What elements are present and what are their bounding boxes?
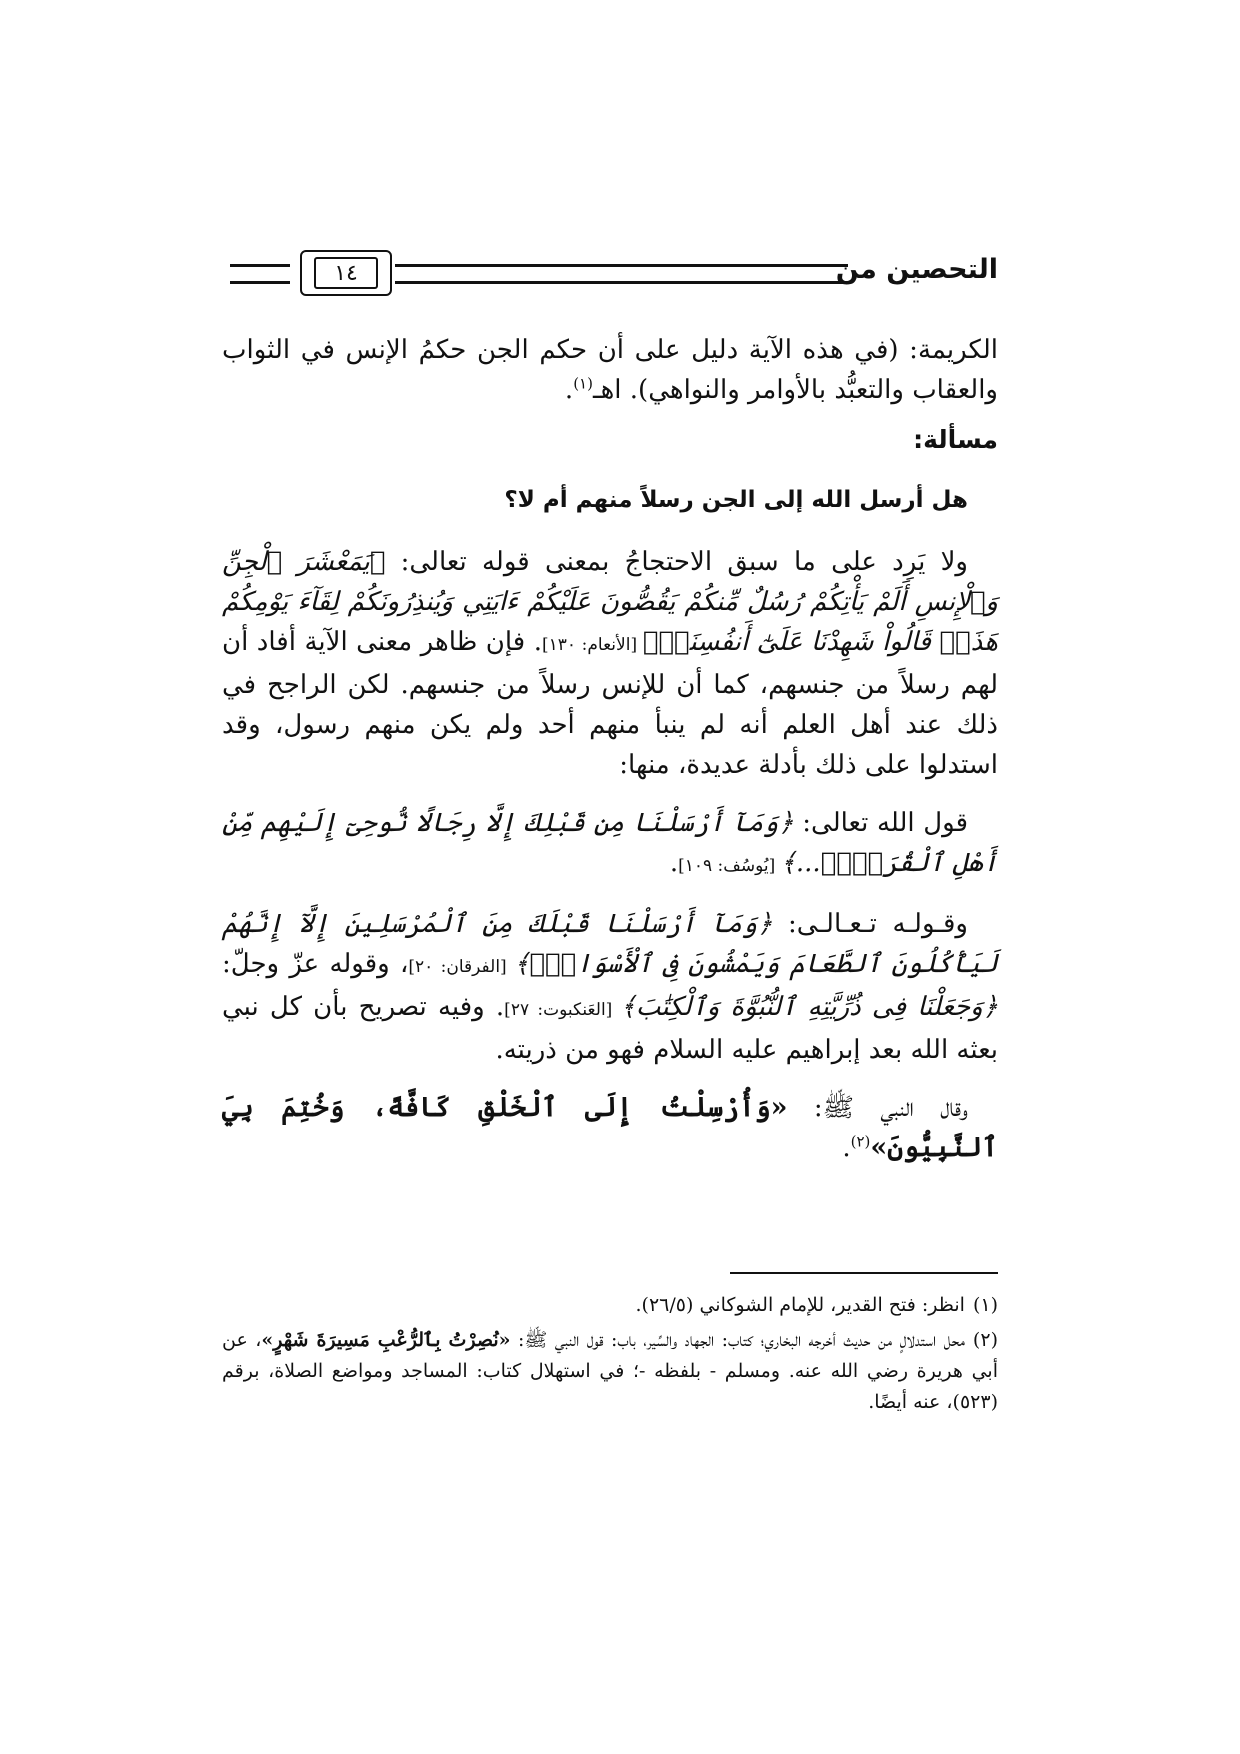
paragraph-5-end: . — [842, 1133, 851, 1163]
header-rule-short — [230, 264, 290, 284]
footnote-2-continuation: ، عن أبي هريرة رضي الله عنه. ومسلم - بلفظه -؛ في استهلال كتاب: المساجد ومواضع الصلاة، برقم (٥٢٣)، عنه أيضًا. — [222, 1329, 998, 1413]
hadith-quote: «وَأُرْسِلْتُ إِلَى ٱلْخَلْقِ كَافَّةً، وَخُتِمَ بِيَ ٱلنَّبِيُّونَ» — [222, 1092, 998, 1163]
paragraph-4-text: وقـولـه تـعـالـى: — [772, 909, 968, 939]
quran-verse-yusuf: ﴿وَمَآ أَرْسَلْنَا مِن قَبْلِكَ إِلَّا رِجَالًا نُّوحِىٓ إِلَيْهِم مِّنْ أَهْلِ ٱلْقُرَىٰٓۗ...﴾ — [222, 808, 998, 878]
paragraph-5-text: وقال النبي ﷺ: — [787, 1093, 969, 1123]
page-number-frame — [300, 250, 392, 296]
footnote-1-number: (١) — [972, 1294, 998, 1316]
header-rule-long — [395, 264, 848, 284]
footnote-2-text: محل استدلالٍ من حديث أخرجه البخاري؛ كتاب: الجهاد والسِّير، باب: قول النبي ﷺ: — [510, 1329, 965, 1351]
verse-reference-furqan: [الفرقان: ٢٠] — [408, 957, 515, 977]
paragraph-3 — [222, 803, 998, 886]
question-heading: هل أرسل الله إلى الجن رسلاً منهم أم لا؟ — [504, 487, 968, 513]
paragraph-3-end: . — [669, 848, 679, 878]
footnote-1 — [222, 1290, 998, 1321]
paragraph-4 — [222, 904, 998, 1070]
paragraph-4-end: . وفيه تصريح بأن كل نبي بعثه الله بعد إبراهيم عليه السلام فهو من ذريته. — [222, 992, 998, 1065]
page-number: ١٤ — [314, 257, 378, 289]
paragraph-1-text: الكريمة: (في هذه الآية دليل على أن حكم الجن حكمُ الإنس في الثواب والعقاب والتعبُّد بالأوامر والنواهي). اهـ — [222, 335, 998, 405]
verse-reference-anam: [الأنعام: ١٣٠] — [542, 635, 643, 655]
paragraph-2-continuation: . فإن ظاهر معنى الآية أفاد أن لهم رسلاً من جنسهم، كما أن للإنس رسلاً من جنسهم. لكن الراجح في ذلك عند أهل العلم أنه لم ينبأ منهم أحد ولم يكن منهم رسول، وقد استدلوا على ذلك بأدلة عديدة، منها: — [222, 627, 998, 780]
quran-verse-ankabut: ﴿وَجَعَلْنَا فِى ذُرِّيَّتِهِ ٱلنُّبُوَّةَ وَٱلْكِتَٰبَ﴾ — [620, 992, 998, 1022]
paragraph-1 — [222, 330, 998, 410]
paragraph-2-text: ولا يَرِد على ما سبق الاحتجاجُ بمعنى قوله تعالى: — [385, 547, 968, 577]
footnote-2-hadith: «نُصِرْتُ بِٱلرُّعْبِ مَسِيرَةَ شَهْرٍ» — [261, 1329, 511, 1351]
footnotes — [222, 1290, 998, 1422]
footnote-ref-2: (٢) — [850, 1132, 871, 1151]
verse-reference-yusuf: [يُوسُف: ١٠٩] — [678, 856, 781, 876]
running-title: التحصين من — [835, 254, 998, 285]
paragraph-5 — [222, 1088, 998, 1168]
paragraph-4-middle: ، وقوله عزّ وجلّ: — [222, 949, 409, 979]
verse-reference-ankabut: [العَنكبوت: ٢٧] — [504, 1000, 621, 1020]
section-heading: مسألة: — [913, 425, 998, 454]
footnote-2-number: (٢) — [972, 1329, 998, 1351]
paragraph-3-text: قول الله تعالى: — [793, 808, 968, 838]
footnote-2 — [222, 1325, 998, 1418]
page-header — [220, 250, 998, 308]
footnote-1-text: انظر: فتح القدير، للإمام الشوكاني (٢٦/٥). — [635, 1294, 965, 1316]
paragraph-2 — [222, 542, 998, 785]
paragraph-1-end: . — [564, 375, 574, 405]
main-text — [222, 330, 998, 1168]
quran-verse-anam: ﴿يَمَعْشَرَ ٱلْجِنِّ وَٱلْإِنسِ أَلَمْ يَأْتِكُمْ رُسُلٌ مِّنكُمْ يَقُصُّونَ عَلَيْكُمْ ءَايَتِي وَيُنذِرُونَكُمْ لِقَآءَ يَوْمِكُمْ هَذَاۚ قَالُواْ شَهِدْنَا عَلَىٰٓ أَنفُسِنَاۖ﴾ — [222, 547, 998, 657]
footnote-ref-1: (١) — [573, 374, 593, 393]
footnote-separator — [730, 1272, 998, 1274]
quran-verse-furqan: ﴿وَمَآ أَرْسَلْنَا قَبْلَكَ مِنَ ٱلْمُرْسَلِينَ إِلَّآ إِنَّهُمْ لَيَأْكُلُونَ ٱلطَّعَامَ وَيَمْشُونَ فِى ٱلْأَسْوَاقِۗ﴾ — [222, 909, 998, 979]
